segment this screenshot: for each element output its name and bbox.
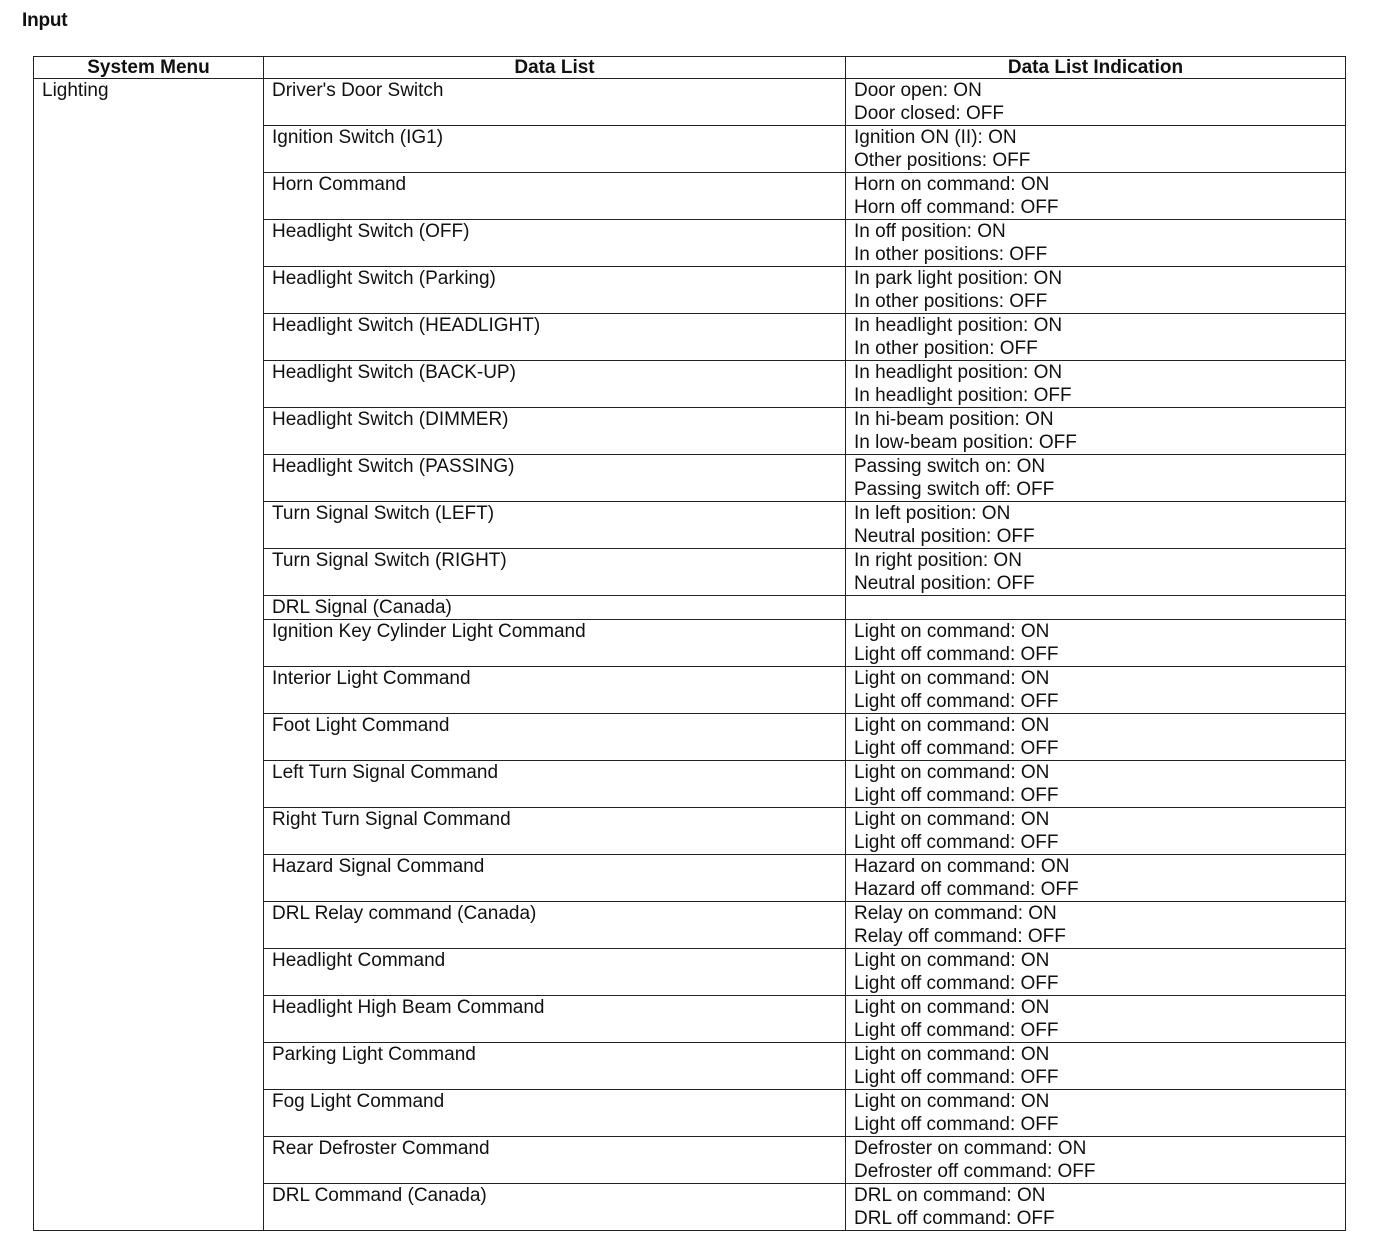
data-list-item: Interior Light Command [264, 667, 846, 714]
indication-off-text: Light off command: OFF [854, 785, 1059, 806]
indication-on-text: Light on command: ON [854, 1044, 1050, 1065]
page-title: Input [22, 10, 68, 31]
indication-on-text: Door open: ON [854, 80, 982, 101]
data-list-item: Headlight Switch (HEADLIGHT) [264, 314, 846, 361]
indication-on-text: In headlight position: ON [854, 315, 1063, 336]
indication-off-text: Neutral position: OFF [854, 526, 1035, 547]
indication-off-text: Light off command: OFF [854, 1020, 1059, 1041]
data-list-item: Ignition Key Cylinder Light Command [264, 620, 846, 667]
system-menu-cell: Lighting [34, 79, 264, 1231]
column-header-data-list-indication: Data List Indication [846, 57, 1346, 79]
indication-on-text: Relay on command: ON [854, 903, 1057, 924]
data-list-indication [846, 361, 1346, 408]
data-list-indication [846, 408, 1346, 455]
data-list-item: Headlight Command [264, 949, 846, 996]
data-list-item: Ignition Switch (IG1) [264, 126, 846, 173]
data-list-item: Headlight Switch (PASSING) [264, 455, 846, 502]
indication-off-text: Light off command: OFF [854, 1114, 1059, 1135]
indication-on-text: In off position: ON [854, 221, 1006, 242]
data-list-indication [846, 714, 1346, 761]
data-list-item: Turn Signal Switch (RIGHT) [264, 549, 846, 596]
indication-on-text: In hi-beam position: ON [854, 409, 1054, 430]
data-list-indication [846, 620, 1346, 667]
indication-on-text: Light on command: ON [854, 997, 1050, 1018]
indication-off-text: Light off command: OFF [854, 644, 1059, 665]
column-header-data-list: Data List [264, 57, 846, 79]
indication-off-text: In low-beam position: OFF [854, 432, 1077, 453]
data-list-item: Left Turn Signal Command [264, 761, 846, 808]
indication-off-text: In other position: OFF [854, 338, 1038, 359]
data-list-indication [846, 267, 1346, 314]
indication-off-text: Other positions: OFF [854, 150, 1031, 171]
data-list-indication [846, 1090, 1346, 1137]
data-list-item: Headlight Switch (Parking) [264, 267, 846, 314]
data-list-item: Parking Light Command [264, 1043, 846, 1090]
indication-off-text: Hazard off command: OFF [854, 879, 1079, 900]
data-list-indication [846, 808, 1346, 855]
data-list-indication [846, 549, 1346, 596]
data-list-item: Headlight Switch (BACK-UP) [264, 361, 846, 408]
indication-off-text: Defroster off command: OFF [854, 1161, 1096, 1182]
indication-off-text: Light off command: OFF [854, 738, 1059, 759]
indication-on-text: DRL on command: ON [854, 1185, 1046, 1206]
indication-off-text: Neutral position: OFF [854, 573, 1035, 594]
data-list-item: Fog Light Command [264, 1090, 846, 1137]
data-list-item: Right Turn Signal Command [264, 808, 846, 855]
data-list-item: Headlight Switch (OFF) [264, 220, 846, 267]
indication-on-text: Light on command: ON [854, 621, 1050, 642]
data-list-indication [846, 996, 1346, 1043]
data-list-indication [846, 1043, 1346, 1090]
data-list-item: Headlight Switch (DIMMER) [264, 408, 846, 455]
indication-on-text: Hazard on command: ON [854, 856, 1070, 877]
indication-off-text: Light off command: OFF [854, 832, 1059, 853]
indication-on-text: Light on command: ON [854, 809, 1050, 830]
indication-on-text: In right position: ON [854, 550, 1022, 571]
indication-on-text: In left position: ON [854, 503, 1011, 524]
data-list-indication [846, 126, 1346, 173]
data-list-indication [846, 173, 1346, 220]
indication-on-text: Light on command: ON [854, 668, 1050, 689]
data-list-indication [846, 502, 1346, 549]
data-list-item: Turn Signal Switch (LEFT) [264, 502, 846, 549]
data-list-item: Headlight High Beam Command [264, 996, 846, 1043]
data-list-item: Horn Command [264, 173, 846, 220]
indication-off-text: DRL off command: OFF [854, 1208, 1055, 1229]
column-header-system-menu: System Menu [34, 57, 264, 79]
table-header-row [34, 57, 1346, 79]
indication-on-text: In park light position: ON [854, 268, 1063, 289]
data-list-indication [846, 761, 1346, 808]
data-list-indication [846, 1184, 1346, 1231]
indication-on-text: In headlight position: ON [854, 362, 1063, 383]
indication-on-text: Ignition ON (II): ON [854, 127, 1017, 148]
indication-off-text: Horn off command: OFF [854, 197, 1059, 218]
indication-on-text: Passing switch on: ON [854, 456, 1046, 477]
indication-off-text: Relay off command: OFF [854, 926, 1066, 947]
data-list-table [33, 56, 1346, 1231]
indication-off-text: In headlight position: OFF [854, 385, 1072, 406]
data-list-item: DRL Command (Canada) [264, 1184, 846, 1231]
indication-on-text: Defroster on command: ON [854, 1138, 1087, 1159]
data-list-indication [846, 1137, 1346, 1184]
data-list-item: DRL Signal (Canada) [264, 596, 846, 620]
data-list-indication [846, 949, 1346, 996]
data-list-indication [846, 314, 1346, 361]
table-body [34, 79, 1346, 1231]
data-list-item: Rear Defroster Command [264, 1137, 846, 1184]
data-list-item: Driver's Door Switch [264, 79, 846, 126]
data-list-indication [846, 79, 1346, 126]
data-list-item: Foot Light Command [264, 714, 846, 761]
data-list-indication [846, 596, 1346, 620]
indication-off-text: Passing switch off: OFF [854, 479, 1055, 500]
indication-on-text: Light on command: ON [854, 715, 1050, 736]
indication-on-text: Horn on command: ON [854, 174, 1050, 195]
indication-off-text: Light off command: OFF [854, 973, 1059, 994]
indication-on-text: Light on command: ON [854, 950, 1050, 971]
indication-on-text: Light on command: ON [854, 762, 1050, 783]
data-list-indication [846, 667, 1346, 714]
indication-off-text: Light off command: OFF [854, 691, 1059, 712]
indication-on-text: Light on command: ON [854, 1091, 1050, 1112]
table-row [34, 79, 1346, 126]
data-list-item: Hazard Signal Command [264, 855, 846, 902]
data-list-item: DRL Relay command (Canada) [264, 902, 846, 949]
indication-off-text: Door closed: OFF [854, 103, 1004, 124]
data-list-indication [846, 455, 1346, 502]
data-list-indication [846, 220, 1346, 267]
data-list-indication [846, 855, 1346, 902]
indication-off-text: In other positions: OFF [854, 244, 1048, 265]
indication-off-text: Light off command: OFF [854, 1067, 1059, 1088]
indication-off-text: In other positions: OFF [854, 291, 1048, 312]
data-list-indication [846, 902, 1346, 949]
